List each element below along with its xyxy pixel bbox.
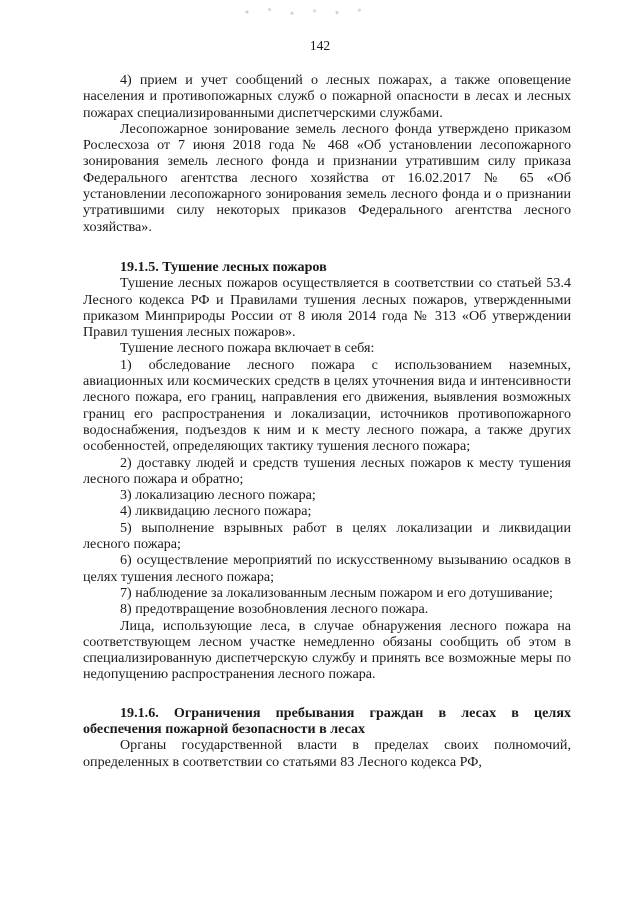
list-item-3: 3) локализацию лесного пожара; (120, 487, 316, 504)
scan-artifact (232, 6, 382, 18)
paragraph-includes: Тушение лесного пожара включает в себя: (120, 340, 375, 357)
list-item-7: 7) наблюдение за локализованным лесным пожаром и его дотушивание; (120, 584, 553, 601)
page-number: 142 (309, 38, 331, 53)
paragraph-extinguishing-basis: Тушение лесных пожаров осуществляется в соответствии со статьей 53.4 Лесного кодекса РФ и Правилами тушения лесных пожаров, утвержденными приказом Минприроды России от 8 июля 2014 года № 313 «Об утверждении Правил тушения лесных пожаров». (83, 275, 571, 341)
paragraph-fire-reports: 4) прием и учет сообщений о лесных пожарах, а также оповещение населения и противопожарных служб о пожарной опасности в лесах и лесных пожарах специализированными диспетчерскими службами. (83, 72, 571, 121)
list-item-5: 5) выполнение взрывных работ в целях локализации и ликвидации лесного пожара; (83, 519, 571, 553)
paragraph-forest-users: Лица, использующие леса, в случае обнаружения лесного пожара на соответствующем лесном участке немедленно обязаны сообщить об этом в специализированную диспетчерскую службу и принять все возможные меры по недопущению распространения лесного пожара. (83, 617, 571, 683)
section-gap (83, 235, 571, 259)
list-item-1: 1) обследование лесного пожара с использованием наземных, авиационных или космических средств в целях уточнения вида и интенсивности лесного пожара, его границ, направления его движения, выявления возможных границ его распространения и локализации, источников противопожарного водоснабжения, подъездов к ним и к месту лесного пожара, а также других особенностей, определяющих тактику тушения лесного пожара; (83, 356, 571, 455)
list-item-6: 6) осуществление мероприятий по искусственному вызыванию осадков в целях тушения лесного пожара; (83, 552, 571, 585)
section-gap (83, 683, 571, 705)
list-item-8: 8) предотвращение возобновления лесного пожара. (120, 601, 429, 618)
section-heading-restrictions: 19.1.6. Ограничения пребывания граждан в лесах в целях обеспечения пожарной безопасности в лесах (83, 704, 571, 737)
paragraph-authorities: Органы государственной власти в пределах своих полномочий, определенных в соответствии со статьями 83 Лесного кодекса РФ, (83, 737, 571, 770)
section-heading-fire-extinguishing: 19.1.5. Тушение лесных пожаров (120, 258, 327, 275)
paragraph-fire-zoning: Лесопожарное зонирование земель лесного фонда утверждено приказом Рослесхоза от 7 июня 2018 года № 468 «Об установлении лесопожарного зонирования земель лесного фонда и признании утратившим силу приказа Федерального агентства лесного хозяйства от 16.02.2017 № 65 «Об установлении лесопожарного зонирования земель лесного фонда и о признании утратившими силу некоторых приказов Федерального агентства лесного хозяйства». (83, 120, 571, 235)
list-item-2: 2) доставку людей и средств тушения лесных пожаров к месту тушения лесного пожара и обратно; (83, 454, 571, 487)
document-body (83, 72, 571, 770)
list-item-4: 4) ликвидацию лесного пожара; (120, 503, 312, 520)
